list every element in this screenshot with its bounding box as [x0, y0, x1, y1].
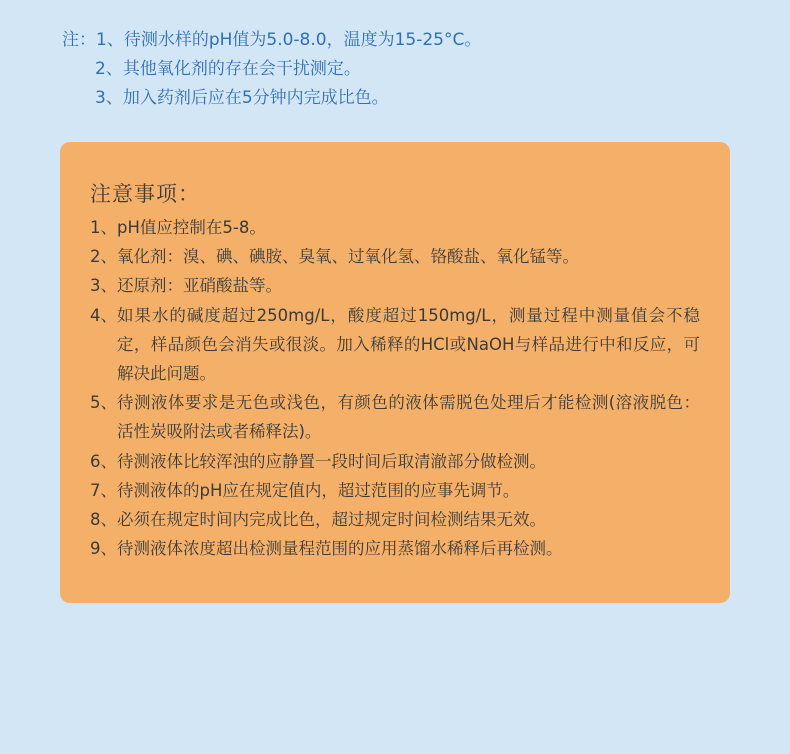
notes-block — [62, 26, 481, 113]
item-text: 必须在规定时间内完成比色，超过规定时间检测结果无效。 — [117, 510, 546, 530]
note-line-2 — [62, 55, 481, 84]
item-number: 3、 — [90, 276, 117, 296]
note-line-1 — [62, 26, 481, 55]
list-item — [90, 534, 700, 563]
list-item — [90, 388, 700, 446]
note-text: 3、加入药剂后应在5分钟内完成比色。 — [95, 88, 389, 108]
item-text: 待测液体要求是无色或浅色，有颜色的液体需脱色处理后才能检测(溶液脱色：活性炭吸附法或者稀释法)。 — [117, 393, 700, 442]
list-item — [90, 271, 700, 300]
item-number: 4、 — [90, 305, 117, 325]
item-text: 待测液体的pH应在规定值内，超过范围的应事先调节。 — [117, 480, 520, 500]
item-text: pH值应控制在5-8。 — [117, 218, 266, 237]
note-prefix: 注： — [62, 30, 96, 50]
card-title: 注意事项： — [90, 182, 200, 206]
item-text: 待测液体浓度超出检测量程范围的应用蒸馏水稀释后再检测。 — [117, 539, 563, 559]
list-item — [90, 505, 700, 534]
note-text: 1、待测水样的pH值为5.0-8.0，温度为15-25°C。 — [96, 30, 482, 50]
list-item — [90, 242, 700, 271]
item-number: 2、 — [90, 247, 117, 267]
item-number: 7、 — [90, 480, 117, 500]
precautions-list — [90, 213, 700, 563]
list-item — [90, 213, 700, 242]
item-number: 1、 — [90, 218, 117, 237]
item-text: 还原剂：亚硝酸盐等。 — [117, 276, 282, 296]
item-number: 5、 — [90, 393, 117, 413]
item-number: 9、 — [90, 539, 117, 559]
list-item — [90, 476, 700, 505]
item-number: 8、 — [90, 510, 117, 530]
list-item — [90, 301, 700, 389]
list-item — [90, 447, 700, 476]
note-line-3 — [62, 84, 481, 113]
note-text: 2、其他氧化剂的存在会干扰测定。 — [95, 59, 361, 79]
item-text: 如果水的碱度超过250mg/L，酸度超过150mg/L，测量过程中测量值会不稳定，样品颜色会消失或很淡。加入稀释的HCl或NaOH与样品进行中和反应，可解决此问题。 — [117, 305, 700, 384]
precautions-card — [60, 142, 730, 603]
item-number: 6、 — [90, 451, 117, 471]
item-text: 氧化剂：溴、碘、碘胺、臭氧、过氧化氢、铬酸盐、氧化锰等。 — [117, 247, 579, 267]
item-text: 待测液体比较浑浊的应静置一段时间后取清澈部分做检测。 — [117, 451, 546, 471]
